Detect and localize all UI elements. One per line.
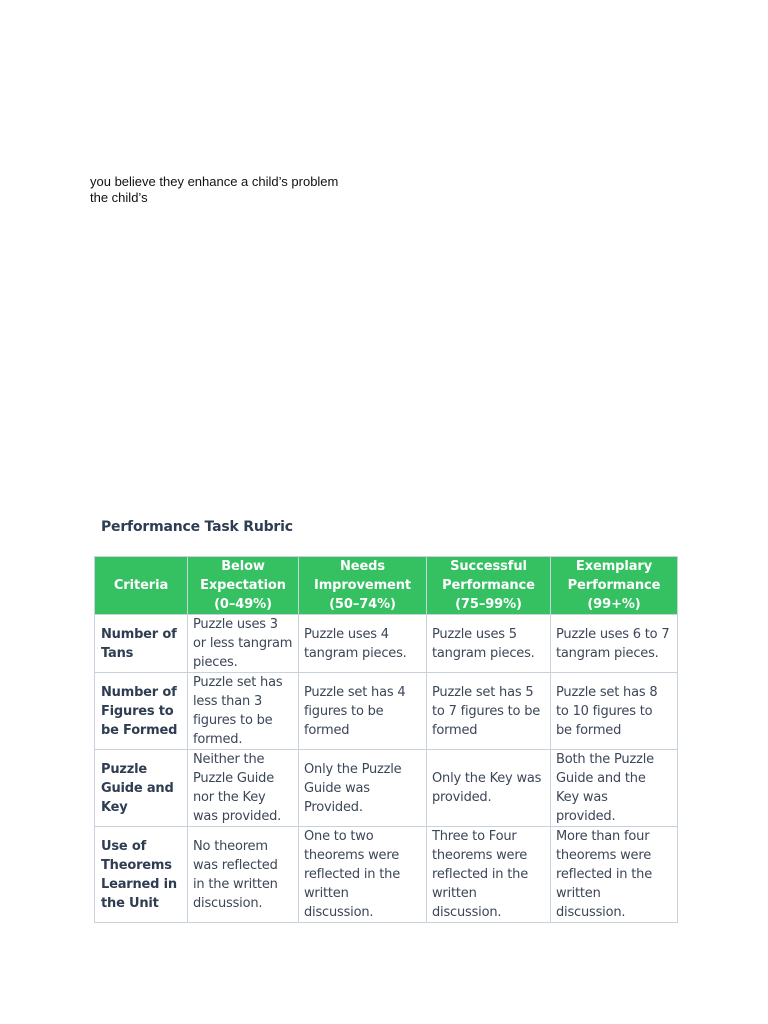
exemplary-cell: Puzzle set has 8 to 10 figures to be formed [551, 673, 678, 750]
criteria-cell: Number of Tans [95, 615, 188, 673]
rubric-title: Performance Task Rubric [101, 519, 293, 535]
needs-cell: Only the Puzzle Guide was Provided. [299, 750, 427, 827]
table-row [95, 827, 678, 923]
fragment-line-2: the child’s [90, 190, 148, 205]
needs-cell: One to two theorems were reflected in the written discussion. [299, 827, 427, 923]
below-cell: Puzzle uses 3 or less tangram pieces. [188, 615, 299, 673]
successful-cell: Puzzle set has 5 to 7 figures to be formed [427, 673, 551, 750]
successful-cell: Only the Key was provided. [427, 750, 551, 827]
table-row [95, 615, 678, 673]
needs-cell: Puzzle uses 4 tangram pieces. [299, 615, 427, 673]
rubric-table [94, 556, 678, 923]
exemplary-cell: Both the Puzzle Guide and the Key was provided. [551, 750, 678, 827]
below-cell: No theorem was reflected in the written discussion. [188, 827, 299, 923]
exemplary-cell: Puzzle uses 6 to 7 tangram pieces. [551, 615, 678, 673]
needs-cell: Puzzle set has 4 figures to be formed [299, 673, 427, 750]
successful-cell: Three to Four theorems were reflected in the written discussion. [427, 827, 551, 923]
header-criteria: Criteria [95, 557, 188, 615]
criteria-cell: Use of Theorems Learned in the Unit [95, 827, 188, 923]
fragment-line-1: you believe they enhance a child’s problem [90, 174, 339, 189]
exemplary-cell: More than four theorems were reflected in the written discussion. [551, 827, 678, 923]
header-below-expectation: Below Expectation (0–49%) [188, 557, 299, 615]
criteria-cell: Puzzle Guide and Key [95, 750, 188, 827]
header-successful-performance: Successful Performance (75–99%) [427, 557, 551, 615]
header-needs-improvement: Needs Improvement (50–74%) [299, 557, 427, 615]
below-cell: Puzzle set has less than 3 figures to be formed. [188, 673, 299, 750]
table-row [95, 750, 678, 827]
below-cell: Neither the Puzzle Guide nor the Key was provided. [188, 750, 299, 827]
successful-cell: Puzzle uses 5 tangram pieces. [427, 615, 551, 673]
criteria-cell: Number of Figures to be Formed [95, 673, 188, 750]
table-row [95, 673, 678, 750]
rubric-header-row [95, 557, 678, 615]
header-exemplary-performance: Exemplary Performance (99+%) [551, 557, 678, 615]
document-text-fragment [90, 174, 338, 206]
